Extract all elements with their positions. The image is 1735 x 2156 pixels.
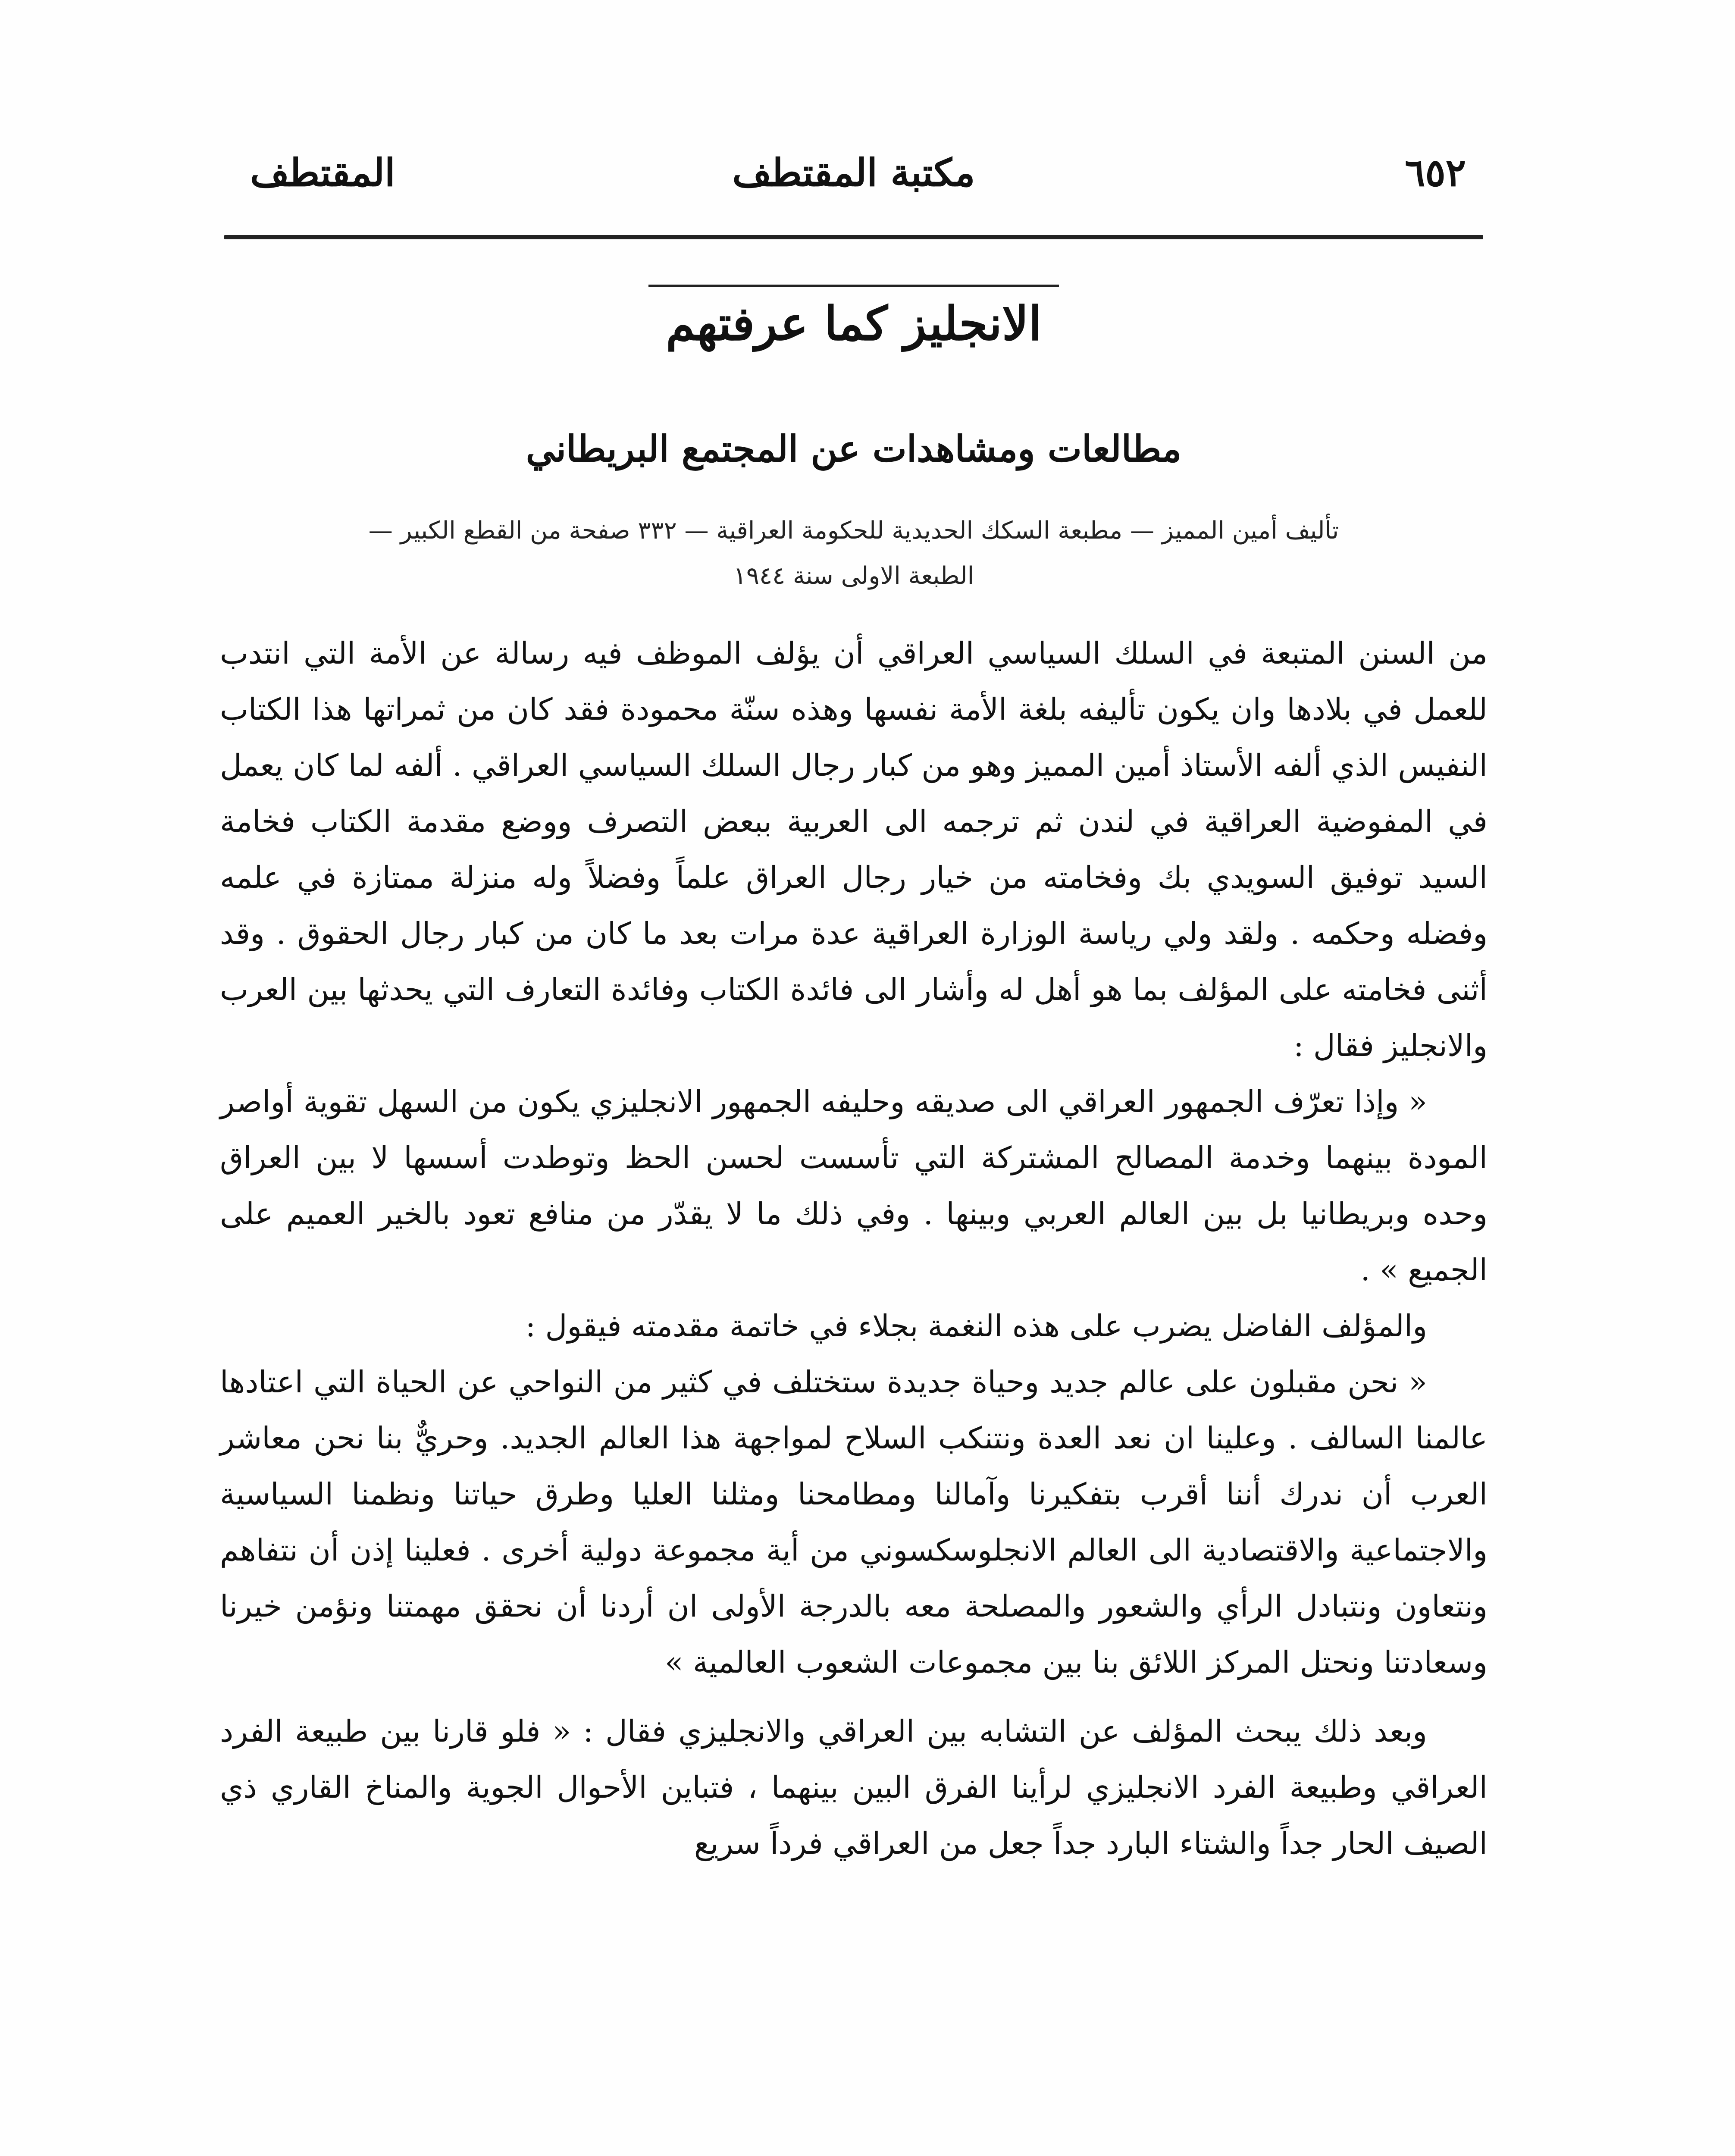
book-edition-info: الطبعة الاولى سنة ١٩٤٤ (733, 562, 974, 590)
header-divider (224, 235, 1483, 239)
quote-preface: « وإذا تعرّف الجمهور العراقي الى صديقه وحليفه الجمهور الانجليزي يكون من السهل تقوية أواصر المودة بينهما وخدمة المصالح المشتركة التي تأسست لحسن الحظ وتوطدت أسسها لا بين العراق وحده وبريطانيا بل بين العالم العربي وبينها . وفي ذلك ما لا يقدّر من منافع تعود بالخير العميم على الجميع » . (220, 1084, 1488, 1288)
paragraph-author-conclusion: والمؤلف الفاضل يضرب على هذه النغمة بجلاء في خاتمة مقدمته فيقول : (525, 1308, 1427, 1344)
book-subtitle: مطالعات ومشاهدات عن المجتمع البريطاني (526, 427, 1182, 470)
book-publication-info: تأليف أمين المميز — مطبعة السكك الحديدية للحكومة العراقية — ٣٣٢ صفحة من القطع الكبير — (368, 517, 1339, 545)
running-header (224, 142, 1483, 203)
paragraph-comparison: وبعد ذلك يبحث المؤلف عن التشابه بين العراقي والانجليزي فقال : « فلو قارنا بين طبيعة الفرد العراقي وطبيعة الفرد الانجليزي لرأينا الفرق البين بينهما ، فتباين الأحوال الجوية والمناخ القاري ذي الصيف الحار جداً والشتاء البارد جداً جعل من العراقي فرداً سريع (220, 1714, 1488, 1861)
article-body (220, 625, 1488, 1871)
paragraph-intro: من السنن المتبعة في السلك السياسي العراقي أن يؤلف الموظف فيه رسالة عن الأمة التي انتدب للعمل في بلادها وان يكون تأليفه بلغة الأمة نفسها وهذه سنّة محمودة فقد كان من ثمراتها هذا الكتاب النفيس الذي ألفه الأستاذ أمين المميز وهو من كبار رجال السلك السياسي العراقي . ألفه لما كان يعمل في المفوضية العراقية في لندن ثم ترجمه الى العربية ببعض التصرف ووضع مقدمة الكتاب فخامة السيد توفيق السويدي بك وفخامته من خيار رجال العراق علماً وفضلاً وله منزلة ممتازة في علمه وفضله وحكمه . ولقد ولي رياسة الوزارة العراقية عدة مرات بعد ما كان من كبار رجال الحقوق . وقد أثنى فخامته على المؤلف بما هو أهل له وأشار الى فائدة الكتاب وفائدة التعارف التي يحدثها بين العرب والانجليز فقال : (220, 636, 1488, 1063)
section-title: مكتبة المقتطف (732, 150, 975, 195)
journal-name: المقتطف (250, 150, 395, 195)
quote-author: « نحن مقبلون على عالم جديد وحياة جديدة ستختلف في كثير من النواحي عن الحياة التي اعتادها عالمنا السالف . وعلينا ان نعد العدة ونتنكب السلاح لمواجهة هذا العالم الجديد. وحريٌّ بنا نحن معاشر العرب أن ندرك أننا أقرب بتفكيرنا وآمالنا ومطامحنا ومثلنا العليا وطرق حياتنا ونظمنا السياسية والاجتماعية والاقتصادية الى العالم الانجلوسكسوني من أية مجموعة دولية أخرى . فعلينا إذن أن نتفاهم ونتعاون ونتبادل الرأي والشعور والمصلحة معه بالدرجة الأولى ان أردنا أن نحقق مهمتنا ونؤمن خيرنا وسعادتنا ونحتل المركز اللائق بنا بين مجموعات الشعوب العالمية » (220, 1364, 1488, 1680)
book-title-block (224, 276, 1483, 598)
book-title: الانجليز كما عرفتهم (648, 285, 1059, 360)
page-number: ٦٥٢ (1405, 150, 1466, 195)
